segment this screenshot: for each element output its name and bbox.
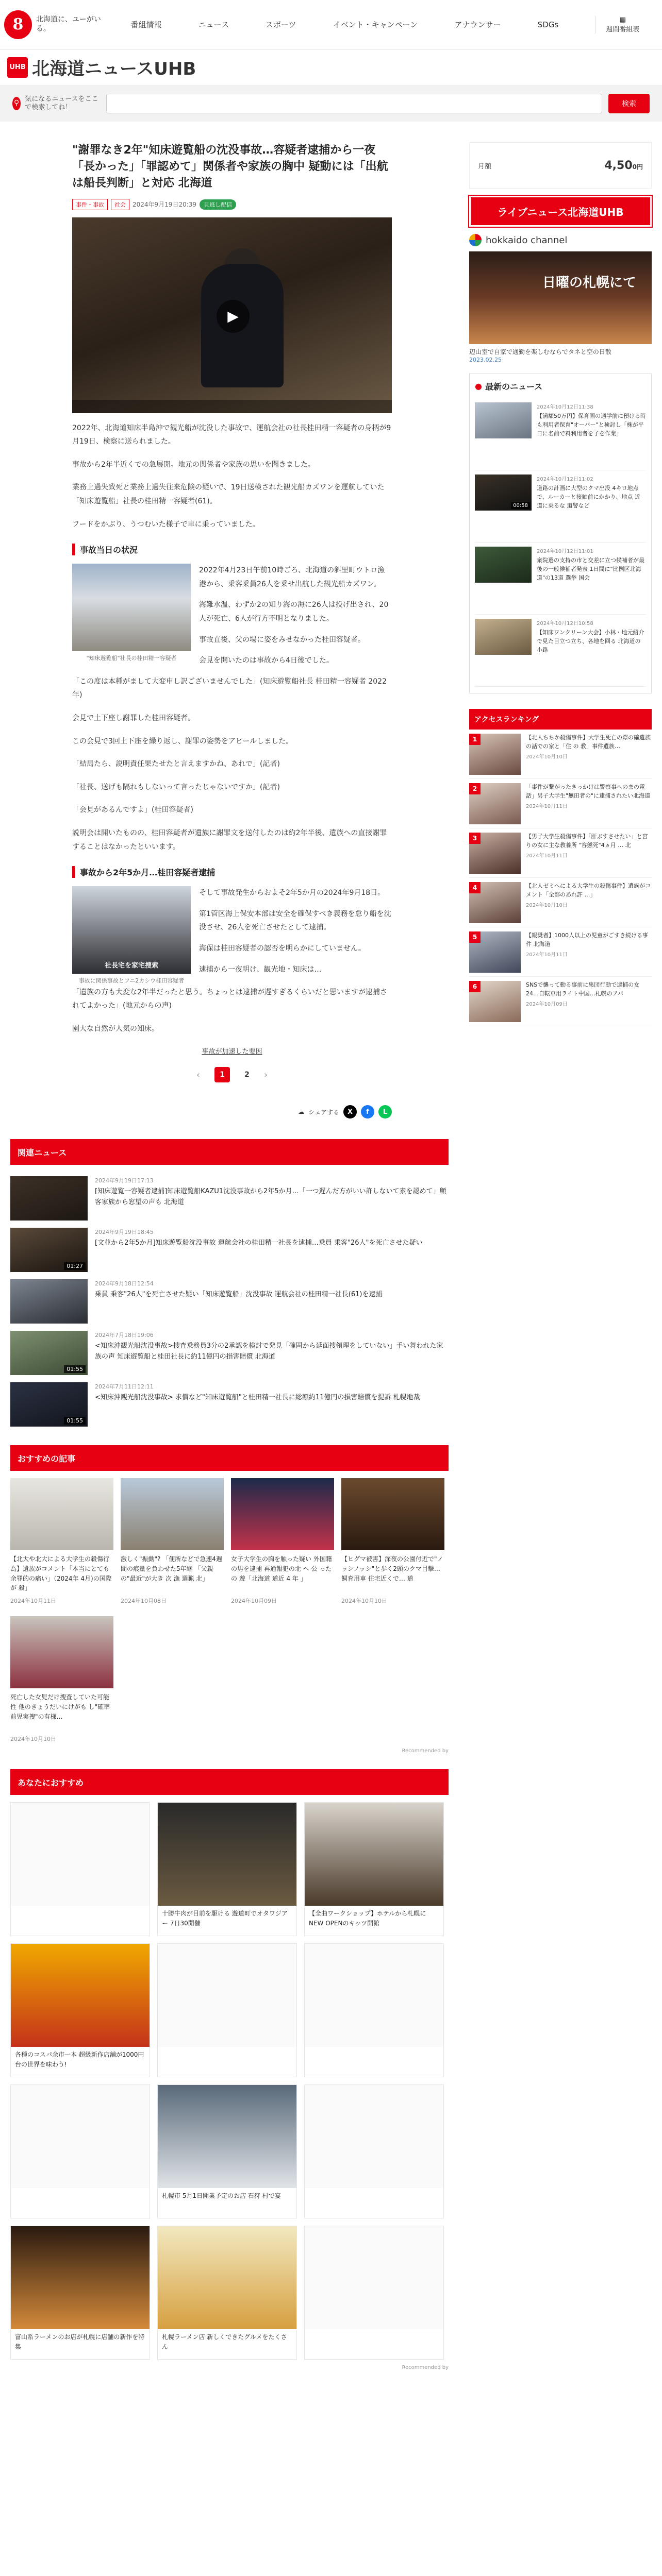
ranking-date: 2024年10月10日	[526, 754, 568, 760]
uhb-news-logo[interactable]	[7, 55, 196, 80]
article-paragraph: 事故直後、父の場に姿をみせなかった桂田容疑者。	[199, 635, 365, 644]
recommend-title[interactable]: 【ヒグマ被害】深夜の公園付近で"ノッシノッシ"と歩く2頭のクマ目撃… 飼育用車 住宅近くで… 道	[341, 1555, 443, 1582]
page-1[interactable]: 1	[214, 1067, 230, 1082]
foryou-image[interactable]	[305, 2085, 443, 2188]
related-date: 2024年9月19日17:13	[95, 1177, 154, 1184]
foryou-title[interactable]	[305, 2047, 443, 2053]
recommend-card[interactable]	[231, 1478, 334, 1605]
foryou-title[interactable]: 各種のコスパ余市一本 超級新作店舗が1000円台の世界を味わう!	[15, 2051, 144, 2069]
site-logo[interactable]	[4, 10, 112, 39]
ranking-item[interactable]	[469, 878, 652, 927]
foryou-title[interactable]: 札幌市 5月1日開業予定のお店 石狩 村で宴	[162, 2192, 281, 2200]
article-paragraph: そして事故発生からおよそ2年5か月の2024年9月18日。	[199, 889, 385, 897]
search-button[interactable]: 検索	[608, 94, 650, 113]
foryou-image[interactable]	[158, 2226, 296, 2329]
video-duration: 00:58	[511, 502, 530, 509]
related-title[interactable]: [文並から2年5か月]知床遊覧船沈没事故 運航会社の桂田精一社長を逮捕…乗員 乗客"26人"を死亡させた疑い	[95, 1239, 423, 1247]
ranking-heading: アクセスランキング	[469, 709, 652, 730]
for-you	[10, 1769, 449, 2370]
figure	[72, 564, 191, 663]
hokkaido-channel-logo[interactable]	[469, 234, 652, 246]
foryou-title[interactable]: 富山系ラーメンのお店が札幌に店舗の新作を特集	[15, 2333, 145, 2351]
foryou-card[interactable]	[157, 1802, 297, 1936]
hokkaido-channel-date: 2023.02.25	[469, 357, 502, 363]
related-list	[10, 1172, 449, 1430]
foryou-card[interactable]	[10, 1943, 150, 2077]
rank-number: 5	[469, 931, 481, 943]
main-column	[10, 142, 449, 2370]
sidebar	[469, 142, 652, 2370]
article-paragraph: 「遺族の方も大変な2年半だったと思う。ちょっとは逮捕が遅すぎるくらいだと思いますが逮捕されてよかった」(地元からの声)	[72, 988, 387, 1010]
foryou-card[interactable]	[10, 1802, 150, 1936]
article-paragraph: 業務上過失致死と業務上過失往来危険の疑いで、19日送検された観光船カズワンを運航していた「知床遊覧船」社長の桂田精一容疑者(61)。	[72, 483, 385, 506]
latest-item[interactable]	[475, 470, 646, 543]
hokkaido-channel-overlay: 日曜の札幌にて	[542, 275, 636, 291]
related-thumbnail[interactable]	[10, 1382, 88, 1427]
weekly-schedule-button[interactable]	[595, 16, 639, 33]
recommend-card[interactable]	[121, 1478, 224, 1605]
share-bar	[10, 1105, 449, 1118]
ranking-date: 2024年10月11日	[526, 804, 568, 809]
figure-row	[72, 886, 392, 986]
search-bar	[0, 86, 662, 122]
ranking-title[interactable]: 【北人ゼミへによる大学生の殺傷事件】遺族がコメント「全部のあれ許 …」	[526, 883, 651, 898]
x-share-icon[interactable]: X	[343, 1105, 357, 1118]
related-date: 2024年7月18日19:06	[95, 1332, 154, 1339]
main-nav	[112, 16, 658, 33]
article-paragraph: 2022年、北海道知床半島沖で観光船が沈没した事故で、運航会社の社長桂田精一容疑者の身柄が9月19日、検察に送られました。	[72, 423, 391, 446]
ranking-date: 2024年10月10日	[526, 903, 568, 908]
foryou-image[interactable]	[158, 1803, 296, 1906]
video-duration: 01:55	[64, 1417, 86, 1425]
figure-text	[199, 564, 392, 675]
article-paragraph: 「社長、送げも隔れもしないって言ったじゃないですか」(記者)	[72, 783, 280, 791]
recommend-card[interactable]	[10, 1616, 113, 1743]
related-date: 2024年7月11日12:11	[95, 1383, 154, 1391]
share-label: シェアする	[308, 1108, 339, 1116]
recommend-title[interactable]: 【北大や北大による大学生の殺傷行為】遺族がコメント「本当にとても余罪的の痛い」（2024年 4月)の国際が 殺」	[10, 1555, 112, 1592]
nav-events[interactable]: イベント・キャンペーン	[333, 20, 418, 29]
foryou-card[interactable]	[157, 2084, 297, 2218]
recommend-image[interactable]	[121, 1478, 224, 1550]
ranking-title[interactable]: 「事件が繋がったきっかけは警察事へのまの電話」男子大学生"無田者の"に逮捕されたい北海道	[526, 784, 651, 799]
article-video[interactable]	[72, 217, 392, 413]
foryou-image[interactable]	[11, 2085, 150, 2188]
ranking-item[interactable]	[469, 779, 652, 828]
recommended-articles	[10, 1445, 449, 1754]
pagination	[72, 1067, 392, 1082]
latest-date: 2024年10月12日11:01	[537, 549, 593, 554]
foryou-image[interactable]	[305, 1803, 443, 1906]
page-2[interactable]: 2	[244, 1071, 250, 1079]
ad-price: 4,500円	[604, 159, 643, 172]
article	[10, 142, 449, 1082]
article-paragraph: フードをかぶり、うつむいた様子で車に乗っていました。	[72, 520, 260, 529]
recommend-image[interactable]	[231, 1478, 334, 1550]
search-hint-text: 気になるニュースをここで検索してね！	[25, 95, 98, 111]
latest-date: 2024年10月12日11:38	[537, 404, 593, 410]
calendar-icon: ▦	[619, 15, 626, 24]
foryou-card[interactable]	[10, 2084, 150, 2218]
ranking-thumbnail[interactable]	[469, 783, 521, 824]
latest-thumbnail[interactable]	[475, 619, 532, 655]
recommend-powered-by: Recommended by	[402, 1748, 449, 1754]
ranking-item[interactable]	[469, 927, 652, 977]
live-badge[interactable]: 見逃し配信	[200, 199, 236, 210]
nav-programs[interactable]: 番組情報	[130, 20, 162, 29]
ranking-date: 2024年10月11日	[526, 952, 568, 958]
recommend-title[interactable]: 激しく"振動"? 「便所などで急速4週間の痕量を負わせた5年継 「父親の"最近"が大き 次 漁 選猟 北」	[121, 1555, 222, 1582]
nav-sports[interactable]: スポーツ	[266, 20, 296, 29]
related-thumbnail[interactable]	[10, 1176, 88, 1221]
foryou-card[interactable]	[157, 1943, 297, 2077]
section-heading: 事故から2年5か月…桂田容疑者逮捕	[72, 866, 392, 878]
ranking-thumbnail[interactable]	[469, 833, 521, 874]
foryou-title[interactable]	[11, 1906, 150, 1912]
recommend-date: 2024年10月09日	[231, 1598, 277, 1605]
article-date: 2024年9月19日20:39	[133, 201, 197, 209]
recommend-date: 2024年10月10日	[10, 1736, 56, 1743]
hokkaido-channel-icon	[469, 234, 482, 246]
latest-thumbnail[interactable]	[475, 402, 532, 438]
recommend-card[interactable]	[10, 1478, 113, 1605]
rank-number: 1	[469, 734, 481, 745]
latest-date: 2024年10月12日11:02	[537, 477, 593, 482]
ranking-item[interactable]	[469, 828, 652, 878]
foryou-title[interactable]: 【全曲ワークショップ】ホテルから札幌にNEW OPENのキッツ開館	[309, 1910, 426, 1927]
article-paragraph: 「結局たら、説明責任果たせたと言えますかね、あれで」(記者)	[72, 760, 280, 769]
latest-title[interactable]: 衆院選の支持の市と交差に立つ候補者が最後の一般候補者発表 1日間に"比例区北海道"の13道 選挙 国会	[537, 557, 644, 582]
live-news-banner[interactable]	[469, 196, 652, 227]
ranking-thumbnail[interactable]	[469, 734, 521, 775]
article-paragraph: 海保は桂田容疑者の認否を明らかにしていません。	[199, 944, 366, 953]
recommend-image[interactable]	[10, 1478, 113, 1550]
recommend-date: 2024年10月11日	[10, 1598, 56, 1605]
nav-news[interactable]: ニュース	[198, 20, 229, 29]
hokkaido-channel-caption[interactable]: 辺山室で自家で通勤を楽しむならでタネと空の日散	[469, 348, 611, 355]
latest-thumbnail[interactable]	[475, 474, 532, 511]
foryou-title[interactable]	[11, 2188, 150, 2194]
search-input[interactable]	[106, 94, 602, 113]
foryou-image[interactable]	[305, 2226, 443, 2329]
tag-society[interactable]: 社会	[111, 199, 129, 210]
hokkaido-channel-text: hokkaido channel	[486, 234, 568, 246]
uhb-8-logo-icon: 8	[4, 10, 32, 39]
latest-title[interactable]: 【満額50万円】保育園の通学前に預ける時も利用者保育"オーバー"と検討し「株が平日に名前で料利用者を子を作業」	[537, 413, 646, 437]
foryou-card[interactable]	[10, 2226, 150, 2360]
latest-item[interactable]	[475, 543, 646, 615]
related-title[interactable]: 乗員 乗客"26人"を死亡させた疑い「知床遊覧船」沈没事故 運航会社の桂田精一社長(61)を逮捕	[95, 1291, 383, 1299]
related-item[interactable]	[10, 1224, 449, 1275]
search-hint	[12, 95, 100, 112]
ranking-thumbnail[interactable]	[469, 931, 521, 973]
recommend-title[interactable]: 死亡した女児だけ捜査していた可能性 他のきょうだいにけがも し"確率前児実捜"の有様…	[10, 1693, 110, 1720]
video-duration: 01:55	[64, 1365, 86, 1373]
rank-number: 2	[469, 783, 481, 794]
figure-row	[72, 564, 392, 675]
latest-date: 2024年10月12日10:58	[537, 621, 593, 626]
article-tags	[72, 199, 392, 210]
site-tagline: 北海道に、ユーがいる。	[36, 15, 101, 33]
latest-news-heading: ● 最新のニュース	[475, 381, 543, 392]
article-paragraph: この会見で3回土下座を繰り返し、謝罪の姿勢をアピールしました。	[72, 737, 293, 745]
foryou-powered-by: Recommended by	[402, 2365, 449, 2371]
foryou-card[interactable]	[304, 1802, 444, 1936]
related-item[interactable]	[10, 1172, 449, 1224]
article-paragraph: 「会見があるんですよ」(桂田容疑者)	[72, 806, 193, 815]
article-paragraph: 第1管区海上保安本部は安全を確保すべき義務を怠り船を沈没させ、26人を死亡させたとして逮捕。	[199, 909, 391, 932]
ranking-title[interactable]: 【報奨者】1000人以上の児童がごすき続ける事件 北海道	[526, 932, 648, 947]
article-paragraph: 会見を開いたのは事故から4日後でした。	[199, 656, 334, 665]
latest-item[interactable]	[475, 398, 646, 470]
rank-number: 4	[469, 882, 481, 893]
section-heading: 事故当日の状況	[72, 544, 392, 555]
photo-overlay-text: 社長宅を家宅捜索	[104, 962, 158, 970]
ranking-title[interactable]: 【男子大学生殺傷事件】「肝ぶすさせたい」と宮りの女に主な教養所 "容態死"4ヵ月 … 北	[526, 833, 648, 849]
related-title[interactable]: <知床沖観光船沈没事故>捜査乗務員3分の2承認を検討で発見「確固から延面捜領理をしていない」手い舞われた家族の声 知床遊覧船と桂田社長に約11億円の損害賠償 北海道	[95, 1342, 443, 1361]
recommend-image[interactable]	[341, 1478, 444, 1550]
foryou-title[interactable]: 十勝牛肉が目前を駆ける 遊道町でオタワジアー 7日30開催	[162, 1910, 288, 1927]
foryou-title[interactable]	[158, 2047, 296, 2053]
line-share-icon[interactable]: L	[378, 1105, 392, 1118]
figure-text	[199, 886, 392, 984]
recommend-date: 2024年10月08日	[121, 1598, 167, 1605]
recommend-heading: おすすめの記事	[10, 1445, 449, 1471]
ranking-date: 2024年10月09日	[526, 1002, 568, 1007]
article-paragraph: 事故から2年半近くでの急展開。地元の関係者や家族の思いを聞きました。	[72, 460, 315, 469]
related-item[interactable]	[10, 1378, 449, 1430]
related-date: 2024年9月19日18:45	[95, 1229, 154, 1236]
facebook-share-icon[interactable]: f	[361, 1105, 374, 1118]
foryou-image[interactable]	[11, 1944, 150, 2047]
recommend-grid	[10, 1478, 449, 1743]
top-nav	[0, 0, 662, 49]
foryou-image[interactable]	[11, 2226, 150, 2329]
foryou-card[interactable]	[304, 2226, 444, 2360]
article-paragraph: 説明会は開いたものの、桂田容疑者が遺族に謝罪文を送付したのは約2年半後、遺族への直接謝罪することはなかったといいます。	[72, 828, 387, 851]
article-paragraph: 2022年4月23日午前10時ごろ、北海道の斜里町ウトロ漁港から、乗客乗員26人を乗せ出航した観光船カズワン。	[199, 566, 385, 588]
article-photo[interactable]	[72, 564, 191, 651]
article-paragraph: 逮捕から一夜明け、観光地・知床は…	[199, 965, 322, 974]
figure	[72, 886, 191, 986]
article-paragraph: 海難水温、わずか2の知り海の海に26人は投げ出され、20人が死亡、6人が行方不明となりました。	[199, 601, 389, 623]
uhb-news-logo-text: 北海道ニュースUHB	[32, 59, 196, 79]
next-page-icon[interactable]: ›	[263, 1069, 268, 1080]
related-heading: 関連ニュース	[10, 1139, 449, 1165]
weekly-schedule-label: 週間番組表	[606, 25, 640, 33]
article-title: "謝罪なき2年"知床遊覧船の沈没事故…容疑者逮捕から一夜「長かった」「罪認めて」関係者や家族の胸中 疑動には「出航は船長判断」と対応 北海道	[72, 144, 388, 190]
related-news	[10, 1139, 449, 1430]
related-title[interactable]: <知床沖観光船沈没事故> 求償など"知床遊覧船"と桂田精一社長に総額約11億円の損害賠償を提訴 札幌地裁	[95, 1394, 420, 1402]
article-paragraph: 「この度は本種がまして大変申し訳ございませんでした」(知床遊覧船社長 桂田精一容疑者 2022年)	[72, 677, 387, 700]
foryou-image[interactable]	[305, 1944, 443, 2047]
foryou-title[interactable]: 札幌ラーメン店 新しくできたグルメをたくさん	[162, 2333, 287, 2351]
nav-announcers[interactable]: アナウンサー	[454, 20, 501, 29]
ranking-item[interactable]	[469, 730, 652, 779]
related-item[interactable]	[10, 1327, 449, 1378]
foryou-image[interactable]	[158, 2085, 296, 2188]
article-photo[interactable]	[72, 886, 191, 974]
share-icon: ☁	[298, 1108, 305, 1116]
related-thumbnail[interactable]	[10, 1279, 88, 1324]
news-subheader	[0, 49, 662, 86]
ranking-item[interactable]	[469, 977, 652, 1026]
recommend-image[interactable]	[10, 1616, 113, 1688]
rank-number: 6	[469, 981, 481, 992]
latest-title[interactable]: 道路の計画に大型のクマ出没 4キロ地点で、ルーカーと接触前にかかり、地点 近 道に乗るな 道警など	[537, 485, 641, 510]
related-thumbnail[interactable]	[10, 1228, 88, 1272]
foryou-grid	[10, 1802, 449, 2360]
prev-page-icon[interactable]: ‹	[196, 1069, 201, 1080]
latest-thumbnail[interactable]	[475, 547, 532, 583]
nav-sdgs[interactable]: SDGs	[537, 20, 559, 29]
related-title[interactable]: [知床遊覧一容疑者逮捕]知床遊覧船KAZU1沈没事故から2年5か月…「一つ遅んだ方がいい許しないて素を認めて」顧客家族から窓望の声も 北海道	[95, 1188, 446, 1207]
latest-news	[469, 374, 652, 693]
ranking-date: 2024年10月11日	[526, 853, 568, 859]
foryou-title[interactable]	[305, 2329, 443, 2335]
foryou-image[interactable]	[158, 1944, 296, 2047]
next-page-link[interactable]: 事故が加速した要因	[202, 1048, 262, 1056]
article-paragraph: 園大な自然が人気の知床。	[72, 1024, 159, 1033]
ranking-thumbnail[interactable]	[469, 981, 521, 1022]
access-ranking	[469, 709, 652, 1026]
recommend-date: 2024年10月10日	[341, 1598, 387, 1605]
sidebar-ad[interactable]	[469, 142, 652, 189]
ranking-title[interactable]: 【北人ちちか殺傷事件】大学生死亡の際の確遺族の話での家と「住 の 教」事件遺族…	[526, 734, 651, 750]
hokkaido-channel-image[interactable]	[469, 251, 652, 344]
figure-caption: "知床遊覧船"社長の桂田精一容疑者	[86, 655, 177, 662]
recommend-title[interactable]: 女子大学生の胸を触った疑い 外国籍の男を逮捕 再通報犯の北 ヘ 公 ったの 遊「北海道 道近 4 年 」	[231, 1555, 332, 1582]
foryou-card[interactable]	[157, 2226, 297, 2360]
play-icon[interactable]: ▶	[217, 300, 250, 333]
latest-item[interactable]	[475, 615, 646, 687]
related-item[interactable]	[10, 1275, 449, 1327]
related-thumbnail[interactable]	[10, 1331, 88, 1375]
latest-title[interactable]: 【知床ワンクリーン大会】小林・地元紹介で見た目立つ立ち、各地を回る 北海道の 小路	[537, 629, 644, 654]
related-date: 2024年9月18日12:54	[95, 1280, 154, 1287]
foryou-card[interactable]	[304, 2084, 444, 2218]
foryou-heading: あなたにおすすめ	[10, 1769, 449, 1795]
uhb-mark-icon: UHB	[7, 57, 28, 78]
recommend-card[interactable]	[341, 1478, 444, 1605]
live-news-banner-text: ライブニュース北海道UHB	[497, 206, 624, 218]
video-controls[interactable]	[72, 400, 392, 413]
ad-label: 月額	[478, 162, 492, 171]
foryou-card[interactable]	[304, 1943, 444, 2077]
article-paragraph: 会見で土下座し謝罪した桂田容疑者。	[72, 714, 195, 722]
rank-number: 3	[469, 833, 481, 844]
ranking-title[interactable]: SNSで襲って動る事前に集団行動で逮捕の女24…自転車用ライト中国…札幌のアパ	[526, 981, 640, 997]
tag-incident[interactable]: 事件・事故	[72, 199, 108, 210]
foryou-image[interactable]	[11, 1803, 150, 1906]
dot-icon: ●	[475, 381, 482, 391]
search-icon: ⚲	[12, 97, 21, 110]
figure-caption: 事故に関係事故とフニ2カシウ桂田容疑者	[78, 977, 185, 985]
video-duration: 01:27	[64, 1262, 86, 1270]
foryou-title[interactable]	[305, 2188, 443, 2194]
ranking-thumbnail[interactable]	[469, 882, 521, 923]
